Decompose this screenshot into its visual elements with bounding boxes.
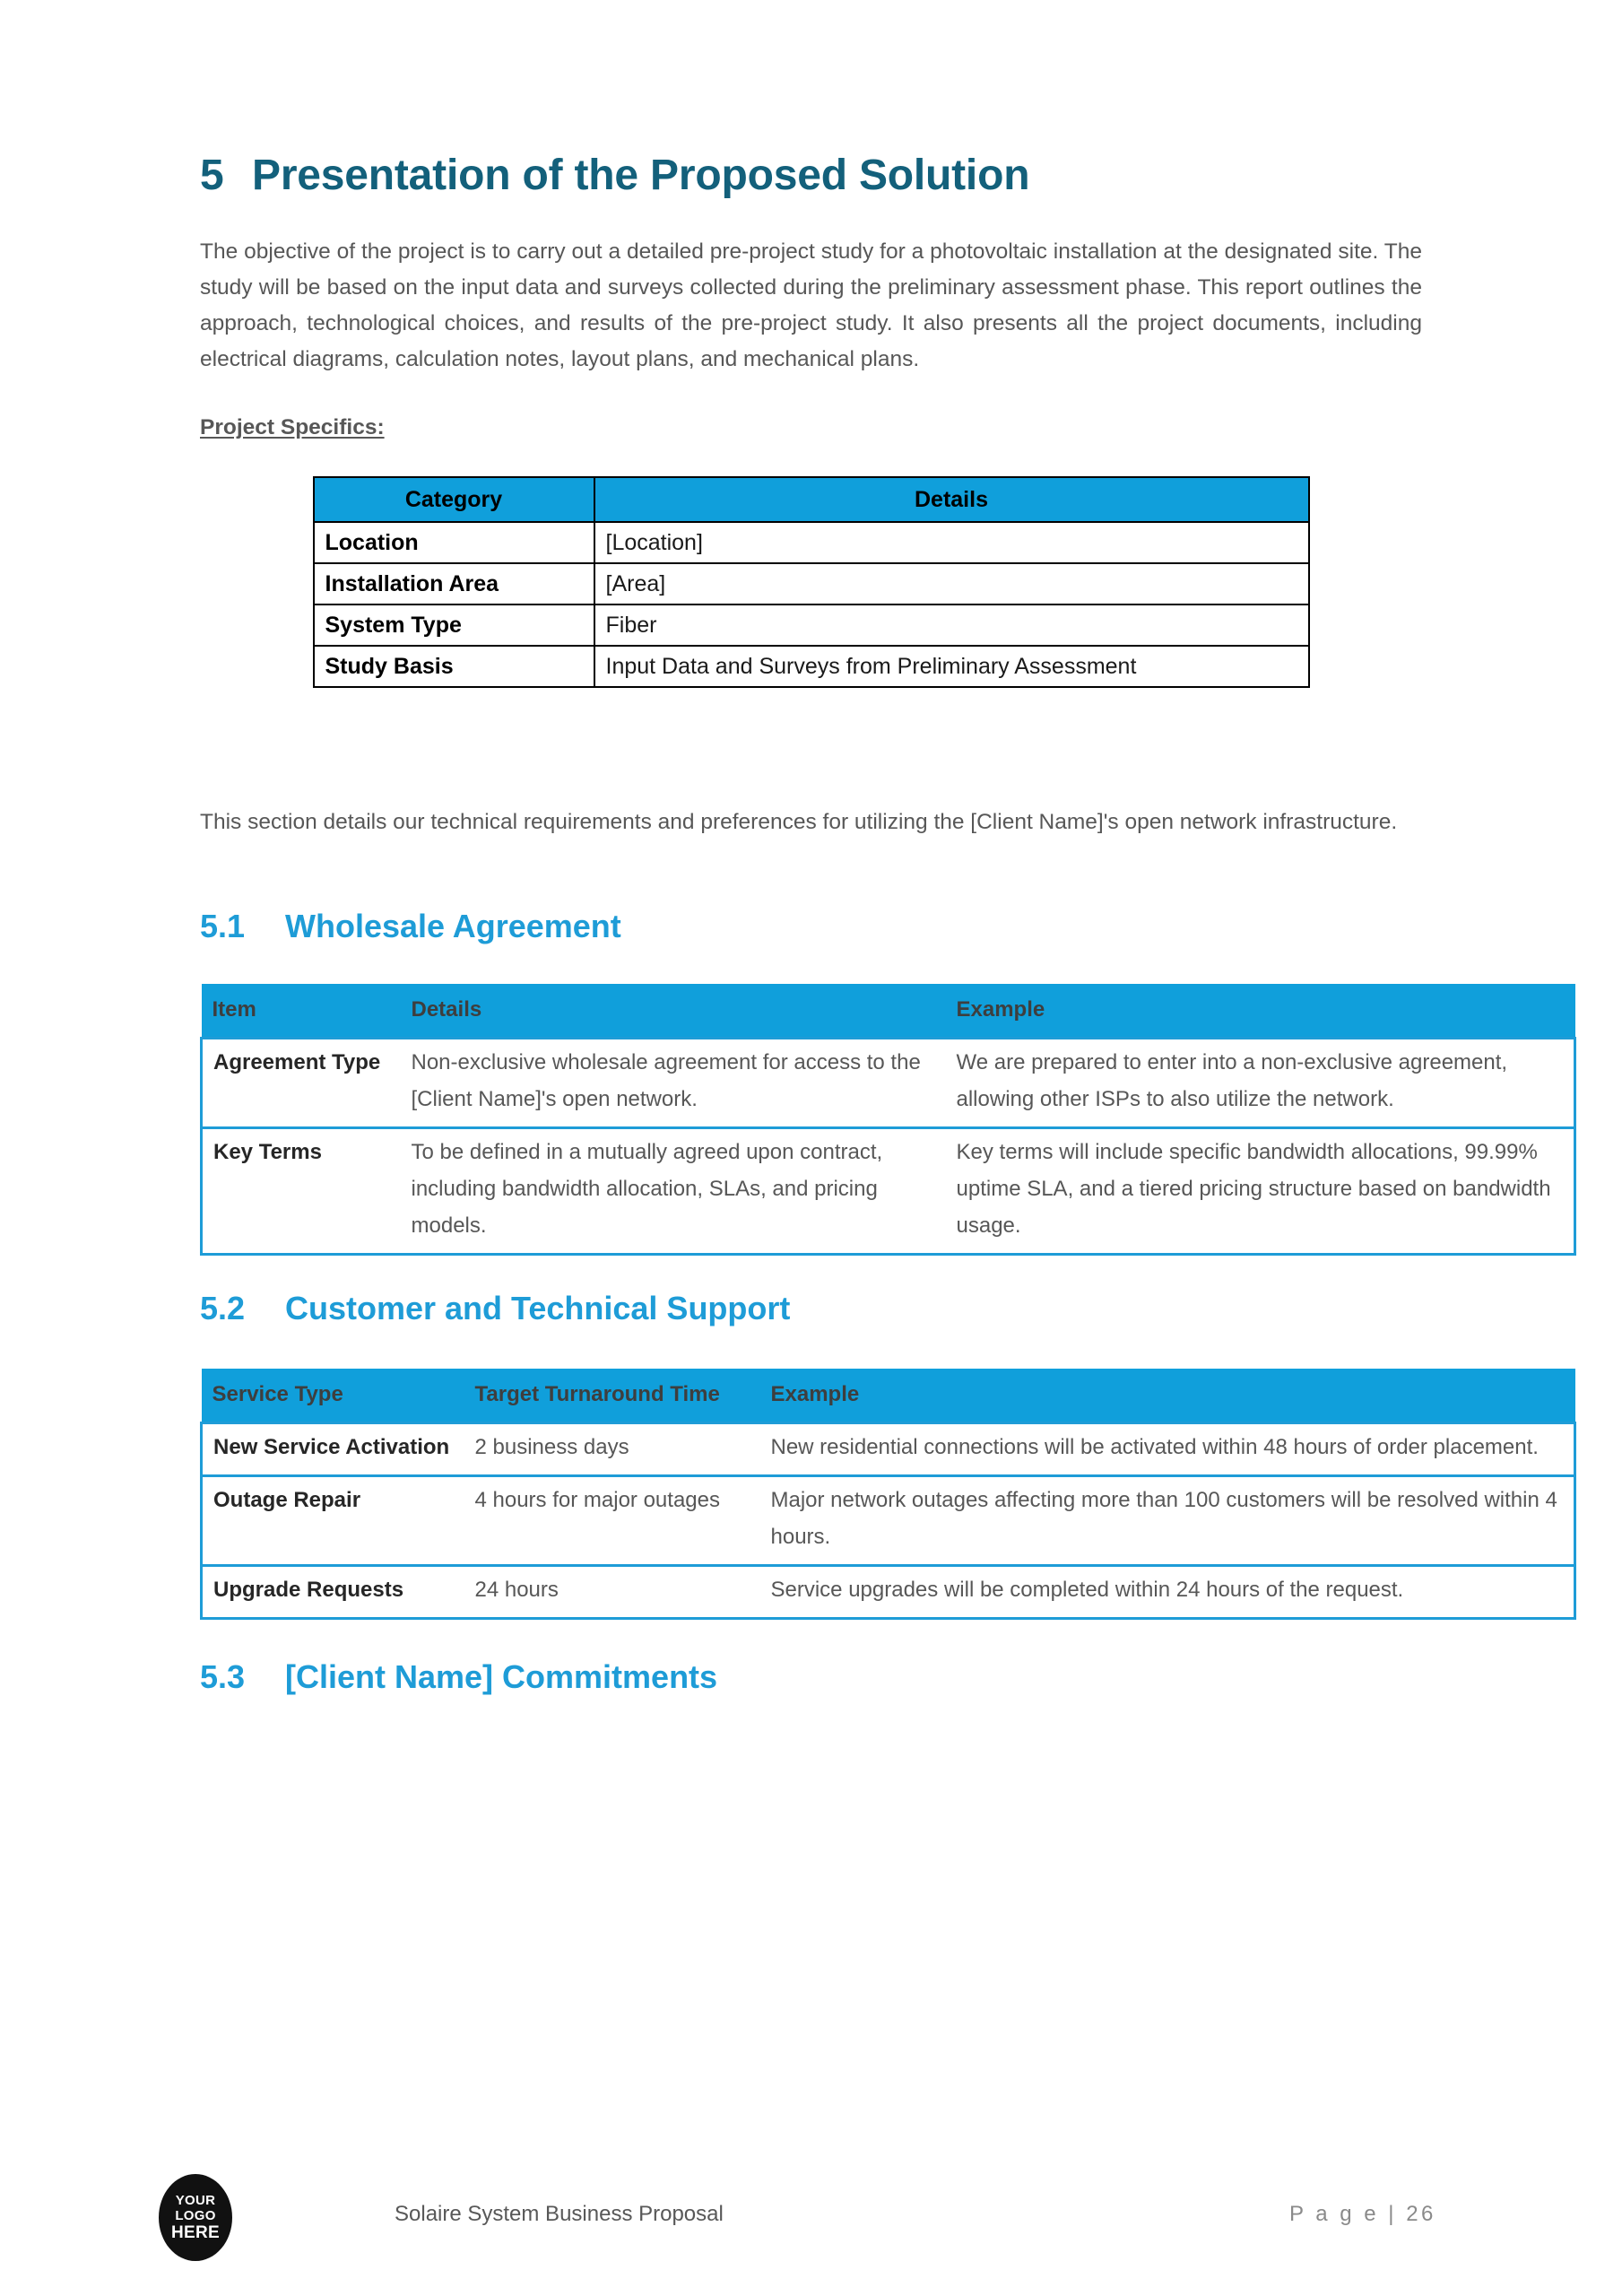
table-row (202, 1476, 1575, 1566)
section-heading-5-1 (200, 908, 1422, 945)
column-header-example: Example (946, 984, 1575, 1039)
cell-details: Fiber (594, 604, 1309, 646)
section-heading-5-2 (200, 1290, 1422, 1327)
cell-turnaround: 2 business days (464, 1423, 760, 1476)
project-specifics-table-body (314, 522, 1309, 687)
page-content (200, 0, 1557, 1696)
table-header-row (202, 984, 1575, 1039)
support-table-body (202, 1423, 1575, 1619)
table-row (202, 1423, 1575, 1476)
support-table-head (202, 1369, 1575, 1423)
cell-category: Installation Area (314, 563, 594, 604)
cell-details: [Location] (594, 522, 1309, 563)
cell-service-type: Outage Repair (202, 1476, 464, 1566)
wholesale-table-head (202, 984, 1575, 1039)
cell-category: Location (314, 522, 594, 563)
table-row (314, 563, 1309, 604)
section-title-5-3: [Client Name] Commitments (285, 1658, 718, 1695)
wholesale-agreement-table (200, 984, 1576, 1256)
cell-example: Key terms will include specific bandwidth allocations, 99.99% uptime SLA, and a tiered pricing structure based on bandwidth usage. (946, 1128, 1575, 1255)
section-number-5-1: 5.1 (200, 908, 246, 944)
logo-placeholder-icon (159, 2174, 232, 2261)
page-title-number: 5 (200, 152, 224, 199)
cell-item: Agreement Type (202, 1039, 401, 1128)
cell-example: Service upgrades will be completed within 24 hours of the request. (760, 1566, 1575, 1619)
project-specifics-label: Project Specifics: (200, 415, 385, 439)
table-header-row (202, 1369, 1575, 1423)
column-header-service-type: Service Type (202, 1369, 464, 1423)
cell-service-type: New Service Activation (202, 1423, 464, 1476)
cell-service-type: Upgrade Requests (202, 1566, 464, 1619)
wholesale-table-body (202, 1039, 1575, 1255)
section-title-5-2: Customer and Technical Support (285, 1290, 791, 1326)
footer-document-title: Solaire System Business Proposal (395, 2202, 724, 2226)
logo-line-3: HERE (171, 2223, 220, 2242)
section-title-5-1: Wholesale Agreement (285, 908, 621, 944)
cell-example: We are prepared to enter into a non-exclusive agreement, allowing other ISPs to also utilize the network. (946, 1039, 1575, 1128)
intro-paragraph: The objective of the project is to carry out a detailed pre-project study for a photovoltaic installation at the designated site. The study will be based on the input data and surveys collected during the preliminary assessment phase. This report outlines the approach, technological choices, and results of the pre-project study. It also presents all the project documents, including electrical diagrams, calculation notes, layout plans, and mechanical plans. (200, 239, 1422, 371)
cell-item: Key Terms (202, 1128, 401, 1255)
project-specifics-table-head (314, 477, 1309, 522)
column-header-item: Item (202, 984, 401, 1039)
page-title-text: Presentation of the Proposed Solution (252, 152, 1030, 199)
table-row (314, 604, 1309, 646)
section-number-5-3: 5.3 (200, 1658, 246, 1695)
table-row (202, 1128, 1575, 1255)
column-header-turnaround-time: Target Turnaround Time (464, 1369, 760, 1423)
column-header-category: Category (314, 477, 594, 522)
project-specifics-table (313, 476, 1310, 688)
page-footer (0, 2163, 1622, 2271)
section-number-5-2: 5.2 (200, 1290, 246, 1326)
cell-turnaround: 4 hours for major outages (464, 1476, 760, 1566)
footer-page-number: P a g e | 26 (1289, 2202, 1436, 2226)
cell-turnaround: 24 hours (464, 1566, 760, 1619)
column-header-details: Details (594, 477, 1309, 522)
page-title (200, 0, 1422, 200)
column-header-example: Example (760, 1369, 1575, 1423)
cell-category: System Type (314, 604, 594, 646)
cell-category: Study Basis (314, 646, 594, 687)
table-row (202, 1039, 1575, 1128)
table-row (314, 646, 1309, 687)
cell-details: To be defined in a mutually agreed upon contract, including bandwidth allocation, SLAs, and pricing models. (401, 1128, 946, 1255)
cell-details: Non-exclusive wholesale agreement for access to the [Client Name]'s open network. (401, 1039, 946, 1128)
cell-example: Major network outages affecting more than 100 customers will be resolved within 4 hours. (760, 1476, 1575, 1566)
logo-line-2: LOGO (175, 2208, 216, 2223)
logo-line-1: YOUR (175, 2193, 216, 2208)
table-row (314, 522, 1309, 563)
cell-example: New residential connections will be activated within 48 hours of order placement. (760, 1423, 1575, 1476)
cell-details: Input Data and Surveys from Preliminary Assessment (594, 646, 1309, 687)
cell-details: [Area] (594, 563, 1309, 604)
support-table (200, 1369, 1576, 1620)
section-heading-5-3 (200, 1658, 1422, 1696)
table-row (202, 1566, 1575, 1619)
column-header-details: Details (401, 984, 946, 1039)
mid-paragraph: This section details our technical requirements and preferences for utilizing the [Client Name]'s open network infrastructure. (200, 810, 1398, 834)
table-header-row (314, 477, 1309, 522)
